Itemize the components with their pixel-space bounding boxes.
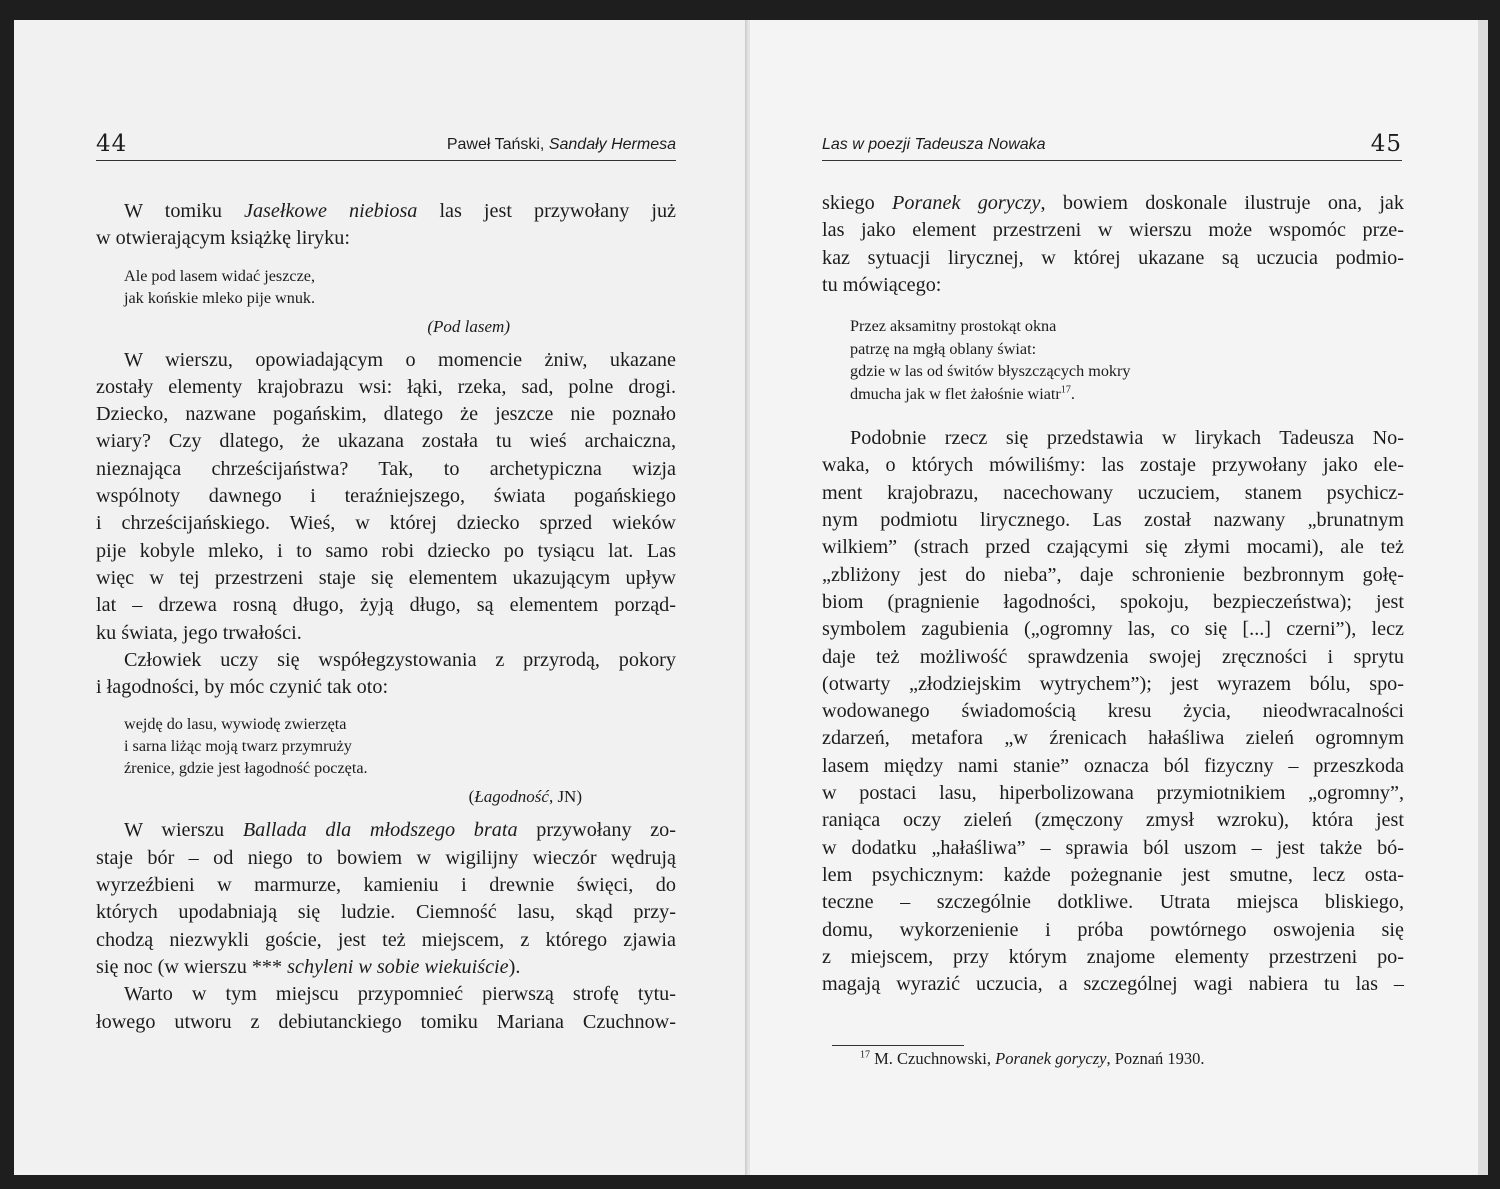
text-line: „zbliżony jest do nieba”, daje schronienie bezbronnym gołę- [822, 563, 1404, 586]
running-head-left [447, 136, 676, 160]
text-line: się noc (w wierszu *** schyleni w sobie wiekuiście). [96, 955, 521, 978]
text-line: ku świata, jego trwałości. [96, 621, 302, 644]
text-line: w otwierającym książkę liryku: [96, 227, 350, 250]
text-line: zostały elementy krajobrazu wsi: łąki, rzeka, sad, polne drogi. [96, 375, 676, 398]
text-line: W wierszu Ballada dla młodszego brata przywołany zo- [124, 819, 676, 842]
paragraph [822, 190, 1404, 299]
text-line: Warto w tym miejscu przypomnieć pierwszą strofę tytu- [124, 983, 676, 1006]
paragraph [96, 347, 676, 647]
text-line: (otwarty „złodziejskim wytrychem”); jest wyrazem bólu, spo- [822, 672, 1404, 695]
text-line: tu mówiącego: [822, 273, 942, 296]
text-line: wspólnoty dawnego i teraźniejszego, świata pogańskiego [96, 485, 676, 508]
right-page-header [822, 128, 1402, 161]
text-line: Podobnie rzecz się przedstawia w lirykach Tadeusza No- [850, 427, 1404, 450]
text-line: zdarzeń, metafora „w źrenicach hałaśliwa zieleń ogromnym [822, 727, 1404, 750]
verse-line: wejdę do lasu, wywiodę zwierzęta [124, 715, 347, 734]
verse-line: patrzę na mgłą oblany świat: [850, 339, 1037, 358]
verse-line: jak końskie mleko pije wnuk. [124, 288, 316, 307]
text-line: Dziecko, nazwane pogańskim, dlatego że jeszcze nie poznało [96, 403, 676, 426]
page-number-left: 44 [96, 131, 128, 157]
poem-attribution: (Pod lasem) [427, 316, 510, 336]
verse-line: źrenice, gdzie jest łagodność poczęta. [124, 759, 368, 778]
text-line: skiego Poranek goryczy, bowiem doskonale ilustruje ona, jak [822, 192, 1404, 214]
text-line: domu, wykorzenienie i próba powtórnego oswojenia się [822, 918, 1404, 941]
text-line: w postaci lasu, hiperbolizowana przymiotnikiem „ogromny”, [822, 782, 1404, 805]
text-line: lat – drzewa rosną długo, żyją długo, są elementem porząd- [96, 594, 676, 617]
running-head-right: Las w poezji Tadeusza Nowaka [822, 136, 1046, 153]
text-line: lem psychicznym: każde pożegnanie jest smutne, lecz osta- [822, 863, 1404, 886]
poem-quote [124, 265, 676, 309]
text-line: wilkiem” (strach przed czającymi się złymi mocami), ale też [822, 536, 1404, 559]
footnote-number: 17 [860, 1049, 870, 1061]
footnote: $^{17}$ M. Czuchnowski, Poranek goryczy, Poznań 1930. [860, 1049, 1205, 1068]
text-line: staje bór – od niego to bowiem w wigilijny wieczór wędrują [96, 846, 676, 869]
text-line: waka, o których mówiliśmy: las zostaje przywołany jako ele- [822, 454, 1404, 477]
text-line: których upodabniają się ludzie. Ciemność lasu, skąd przy- [96, 901, 676, 924]
text-line: las jako element przestrzeni w wierszu może wspomóc prze- [822, 219, 1404, 242]
page-number-right: 45 [1370, 131, 1402, 157]
text-line: łowego utworu z debiutanckiego tomiku Mariana Czuchnow- [96, 1010, 676, 1033]
text-line: biom (pragnienie łagodności, spokoju, bezpieczeństwa); jest [822, 590, 1404, 613]
text-line: wodowanego świadomością kresu życia, nieodwracalności [822, 700, 1404, 723]
text-line: i łagodności, by móc czynić tak oto: [96, 676, 389, 699]
verse-line: gdzie w las od świtów błyszczących mokry [850, 362, 1131, 381]
page-edge [1478, 20, 1488, 1175]
poem-attribution: (Łagodność, JN) [468, 787, 582, 807]
paragraph [96, 647, 676, 702]
text-line: ment krajobrazu, nacechowany uczuciem, stanem psychicz- [822, 481, 1404, 504]
text-line: W wierszu, opowiadającym o momencie żniw, ukazane [124, 348, 676, 371]
paragraph [96, 981, 676, 1036]
footnote-separator [832, 1045, 964, 1046]
paragraph [96, 817, 676, 981]
left-page-body [96, 198, 676, 1036]
text-line: nieznająca chrześcijaństwa? Tak, to archetypiczna wizja [96, 457, 676, 480]
text-line: w dodatku „hałaśliwa” – sprawia ból uszom – jest także bó- [822, 836, 1404, 859]
text-line: raniąca oczy zieleń (zmęczony zmysł wzroku), która jest [822, 809, 1404, 832]
poem-quote [850, 315, 1404, 405]
text-line: pije kobyle mleko, i to samo robi dziecko po tysiącu lat. Las [96, 539, 676, 562]
text-line: nym podmiotu lirycznego. Las został nazwany „brunatnym [822, 509, 1404, 532]
text-line: wiary? Czy dlatego, że ukazana została tu wieś archaiczna, [96, 430, 676, 453]
verse-line: Ale pod lasem widać jeszcze, [124, 266, 316, 285]
left-page-header [96, 128, 676, 161]
poem-quote [124, 713, 676, 779]
text-line: i chrześcijańskiego. Wieś, w której dziecko sprzed wieków [96, 512, 676, 535]
verse-line: i sarna liżąc moją twarz przymruży [124, 737, 352, 756]
left-page [14, 20, 748, 1175]
verse-line: dmucha jak w flet żałośnie wiatr$^{17}$. [850, 384, 1075, 403]
text-line: więc w tej przestrzeni staje się elementem ukazującym upływ [96, 566, 676, 589]
text-line: symbolem zagubienia („ogromny las, co się [...] czerni”), lecz [822, 618, 1404, 641]
text-line: lasem między nami stanie” oznacza ból fizyczny – przeszkoda [822, 754, 1404, 777]
text-line: kaz sytuacji lirycznej, w której ukazane są uczucia podmio- [822, 246, 1404, 269]
text-line: daje też możliwość sprawdzenia swojej zręczności i sprytu [822, 645, 1404, 668]
footnote-ref: 17 [1060, 384, 1071, 396]
text-line: teczne – szczególnie dotkliwe. Utrata miejsca bliskiego, [822, 891, 1404, 914]
running-head-author: Paweł Tański, [446, 136, 545, 153]
text-line: z miejscem, przy którym znajome elementy przestrzeni po- [822, 945, 1404, 968]
text-line: Człowiek uczy się współegzystowania z przyrodą, pokory [124, 648, 676, 671]
text-line: magają wyrazić uczucia, a szczególnej wagi nabiera tu las – [822, 973, 1404, 996]
right-page [750, 20, 1478, 1175]
verse-line: Przez aksamitny prostokąt okna [850, 317, 1057, 336]
text-line: chodzą niezwykli goście, jest też miejscem, z którego zjawia [96, 928, 676, 951]
text-line: wyrzeźbieni w marmurze, kamieniu i drewnie święci, do [96, 874, 676, 897]
right-page-body [822, 190, 1404, 998]
text-line: W tomiku Jasełkowe niebiosa las jest przywołany już [124, 200, 677, 222]
paragraph [96, 198, 676, 253]
running-head-book-title: Sandały Hermesa [548, 136, 676, 153]
paragraph [822, 425, 1404, 998]
